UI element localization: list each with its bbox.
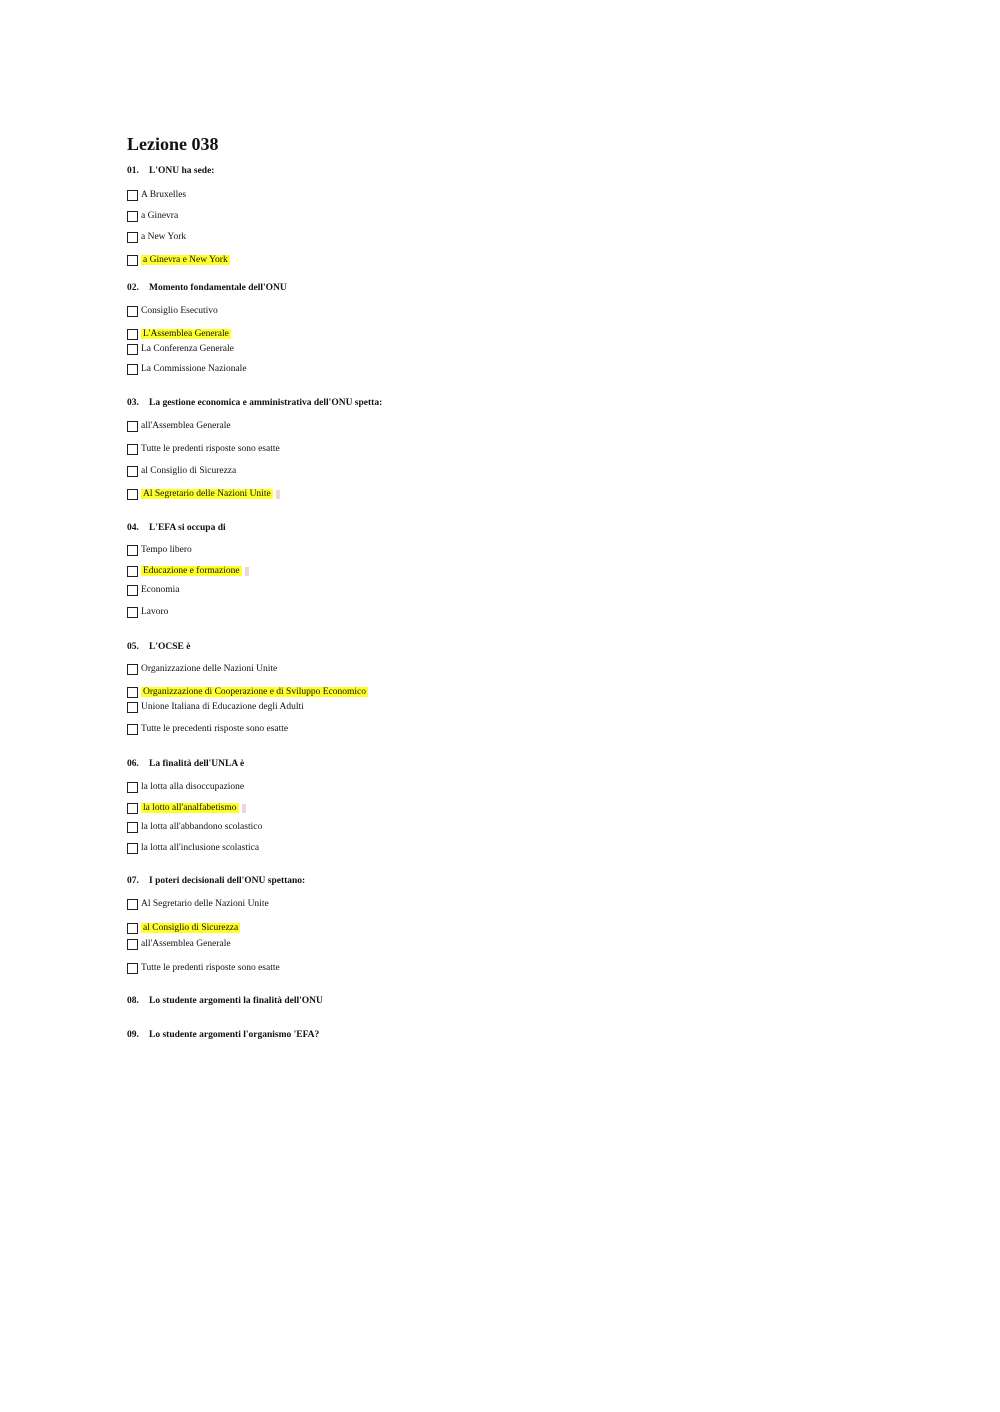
checkbox[interactable]: [127, 466, 138, 477]
option-03-d[interactable]: [127, 487, 280, 501]
option-01-d[interactable]: [127, 253, 230, 267]
checkbox[interactable]: [127, 607, 138, 618]
question-05: [127, 642, 190, 652]
option-label: all'Assemblea Generale: [141, 421, 231, 431]
option-label: al Consiglio di Sicurezza: [141, 466, 237, 476]
option-label: La Conferenza Generale: [141, 344, 234, 354]
question-text: Lo studente argomenti la finalità dell'ONU: [149, 996, 323, 1006]
checkbox[interactable]: [127, 211, 138, 222]
question-number: 02.: [127, 283, 139, 293]
option-03-c[interactable]: [127, 464, 236, 478]
option-label: Al Segretario delle Nazioni Unite: [143, 489, 271, 499]
option-02-b[interactable]: [127, 327, 231, 341]
option-02-c[interactable]: [127, 342, 234, 356]
checkbox[interactable]: [127, 306, 138, 317]
option-label: Lavoro: [141, 607, 169, 617]
option-label: a New York: [141, 232, 187, 242]
option-label: a Ginevra e New York: [143, 255, 228, 265]
option-label: Tempo libero: [141, 545, 192, 555]
checkbox[interactable]: [127, 664, 138, 675]
checkbox[interactable]: [127, 687, 138, 698]
checkbox[interactable]: [127, 585, 138, 596]
option-label: Tutte le precedenti risposte sono esatte: [141, 724, 289, 734]
option-05-a[interactable]: [127, 662, 277, 676]
option-06-d[interactable]: [127, 841, 259, 855]
checkbox[interactable]: [127, 545, 138, 556]
question-text: Momento fondamentale dell'ONU: [149, 283, 287, 293]
option-04-b[interactable]: [127, 564, 249, 578]
page-title: Lezione 038: [127, 134, 219, 154]
question-number: 05.: [127, 642, 139, 652]
correction-mark: [242, 804, 246, 813]
question-number: 06.: [127, 759, 139, 769]
checkbox[interactable]: [127, 444, 138, 455]
option-05-b[interactable]: [127, 685, 368, 699]
checkbox[interactable]: [127, 923, 138, 934]
option-label: Educazione e formazione: [143, 566, 240, 576]
checkbox[interactable]: [127, 843, 138, 854]
option-07-d[interactable]: [127, 961, 280, 975]
question-06: [127, 759, 244, 769]
question-09: [127, 1030, 319, 1040]
option-04-d[interactable]: [127, 605, 168, 619]
option-03-b[interactable]: [127, 442, 280, 456]
option-label: Tutte le predenti risposte sono esatte: [141, 444, 280, 454]
option-05-d[interactable]: [127, 722, 288, 736]
option-07-c[interactable]: [127, 937, 231, 951]
question-text: I poteri decisionali dell'ONU spettano:: [149, 876, 306, 886]
correction-mark: [245, 567, 249, 576]
option-03-a[interactable]: [127, 419, 231, 433]
checkbox[interactable]: [127, 364, 138, 375]
option-04-c[interactable]: [127, 583, 180, 597]
checkbox[interactable]: [127, 255, 138, 266]
option-01-c[interactable]: [127, 230, 186, 244]
option-label: la lotta all'abbandono scolastico: [141, 822, 263, 832]
option-02-a[interactable]: [127, 304, 218, 318]
correction-mark: [276, 490, 280, 499]
option-label: Consiglio Esecutivo: [141, 306, 218, 316]
question-04: [127, 523, 226, 533]
checkbox[interactable]: [127, 489, 138, 500]
option-01-a[interactable]: [127, 188, 186, 202]
question-number: 07.: [127, 876, 139, 886]
option-label: Organizzazione di Cooperazione e di Sviluppo Economico: [143, 687, 367, 697]
option-07-b[interactable]: [127, 921, 240, 935]
option-label: Unione Italiana di Educazione degli Adulti: [141, 702, 304, 712]
checkbox[interactable]: [127, 782, 138, 793]
checkbox[interactable]: [127, 822, 138, 833]
option-01-b[interactable]: [127, 209, 178, 223]
option-label: Al Segretario delle Nazioni Unite: [141, 899, 269, 909]
option-02-d[interactable]: [127, 362, 247, 376]
option-04-a[interactable]: [127, 543, 192, 557]
question-text: L'ONU ha sede:: [149, 166, 215, 176]
checkbox[interactable]: [127, 421, 138, 432]
option-label: L'Assemblea Generale: [143, 329, 229, 339]
question-text: Lo studente argomenti l'organismo 'EFA?: [149, 1030, 320, 1040]
question-text: La gestione economica e amministrativa dell'ONU spetta:: [149, 398, 383, 408]
question-01: [127, 166, 214, 176]
checkbox[interactable]: [127, 566, 138, 577]
question-02: [127, 283, 287, 293]
option-label: la lotta all'inclusione scolastica: [141, 843, 260, 853]
option-label: La Commissione Nazionale: [141, 364, 247, 374]
question-number: 01.: [127, 166, 139, 176]
option-06-b[interactable]: [127, 801, 246, 815]
checkbox[interactable]: [127, 190, 138, 201]
option-label: Economia: [141, 585, 180, 595]
question-03: [127, 398, 382, 408]
checkbox[interactable]: [127, 724, 138, 735]
option-label: A Bruxelles: [141, 190, 187, 200]
checkbox[interactable]: [127, 939, 138, 950]
option-05-c[interactable]: [127, 700, 304, 714]
option-06-a[interactable]: [127, 780, 244, 794]
option-label: la lotto all'analfabetismo: [143, 803, 237, 813]
option-label: a Ginevra: [141, 211, 179, 221]
checkbox[interactable]: [127, 329, 138, 340]
question-number: 04.: [127, 523, 139, 533]
checkbox[interactable]: [127, 702, 138, 713]
question-07: [127, 876, 305, 886]
option-label: Tutte le predenti risposte sono esatte: [141, 963, 280, 973]
checkbox[interactable]: [127, 344, 138, 355]
question-number: 08.: [127, 996, 139, 1006]
option-label: Organizzazione delle Nazioni Unite: [141, 664, 278, 674]
checkbox[interactable]: [127, 963, 138, 974]
checkbox[interactable]: [127, 232, 138, 243]
checkbox[interactable]: [127, 899, 138, 910]
question-number: 09.: [127, 1030, 139, 1040]
option-label: la lotta alla disoccupazione: [141, 782, 245, 792]
question-text: L'OCSE è: [149, 642, 191, 652]
question-text: La finalità dell'UNLA è: [149, 759, 245, 769]
question-text: L'EFA si occupa di: [149, 523, 226, 533]
question-number: 03.: [127, 398, 139, 408]
question-08: [127, 996, 323, 1006]
checkbox[interactable]: [127, 803, 138, 814]
option-label: all'Assemblea Generale: [141, 939, 231, 949]
option-07-a[interactable]: [127, 897, 269, 911]
option-06-c[interactable]: [127, 820, 262, 834]
option-label: al Consiglio di Sicurezza: [143, 923, 239, 933]
